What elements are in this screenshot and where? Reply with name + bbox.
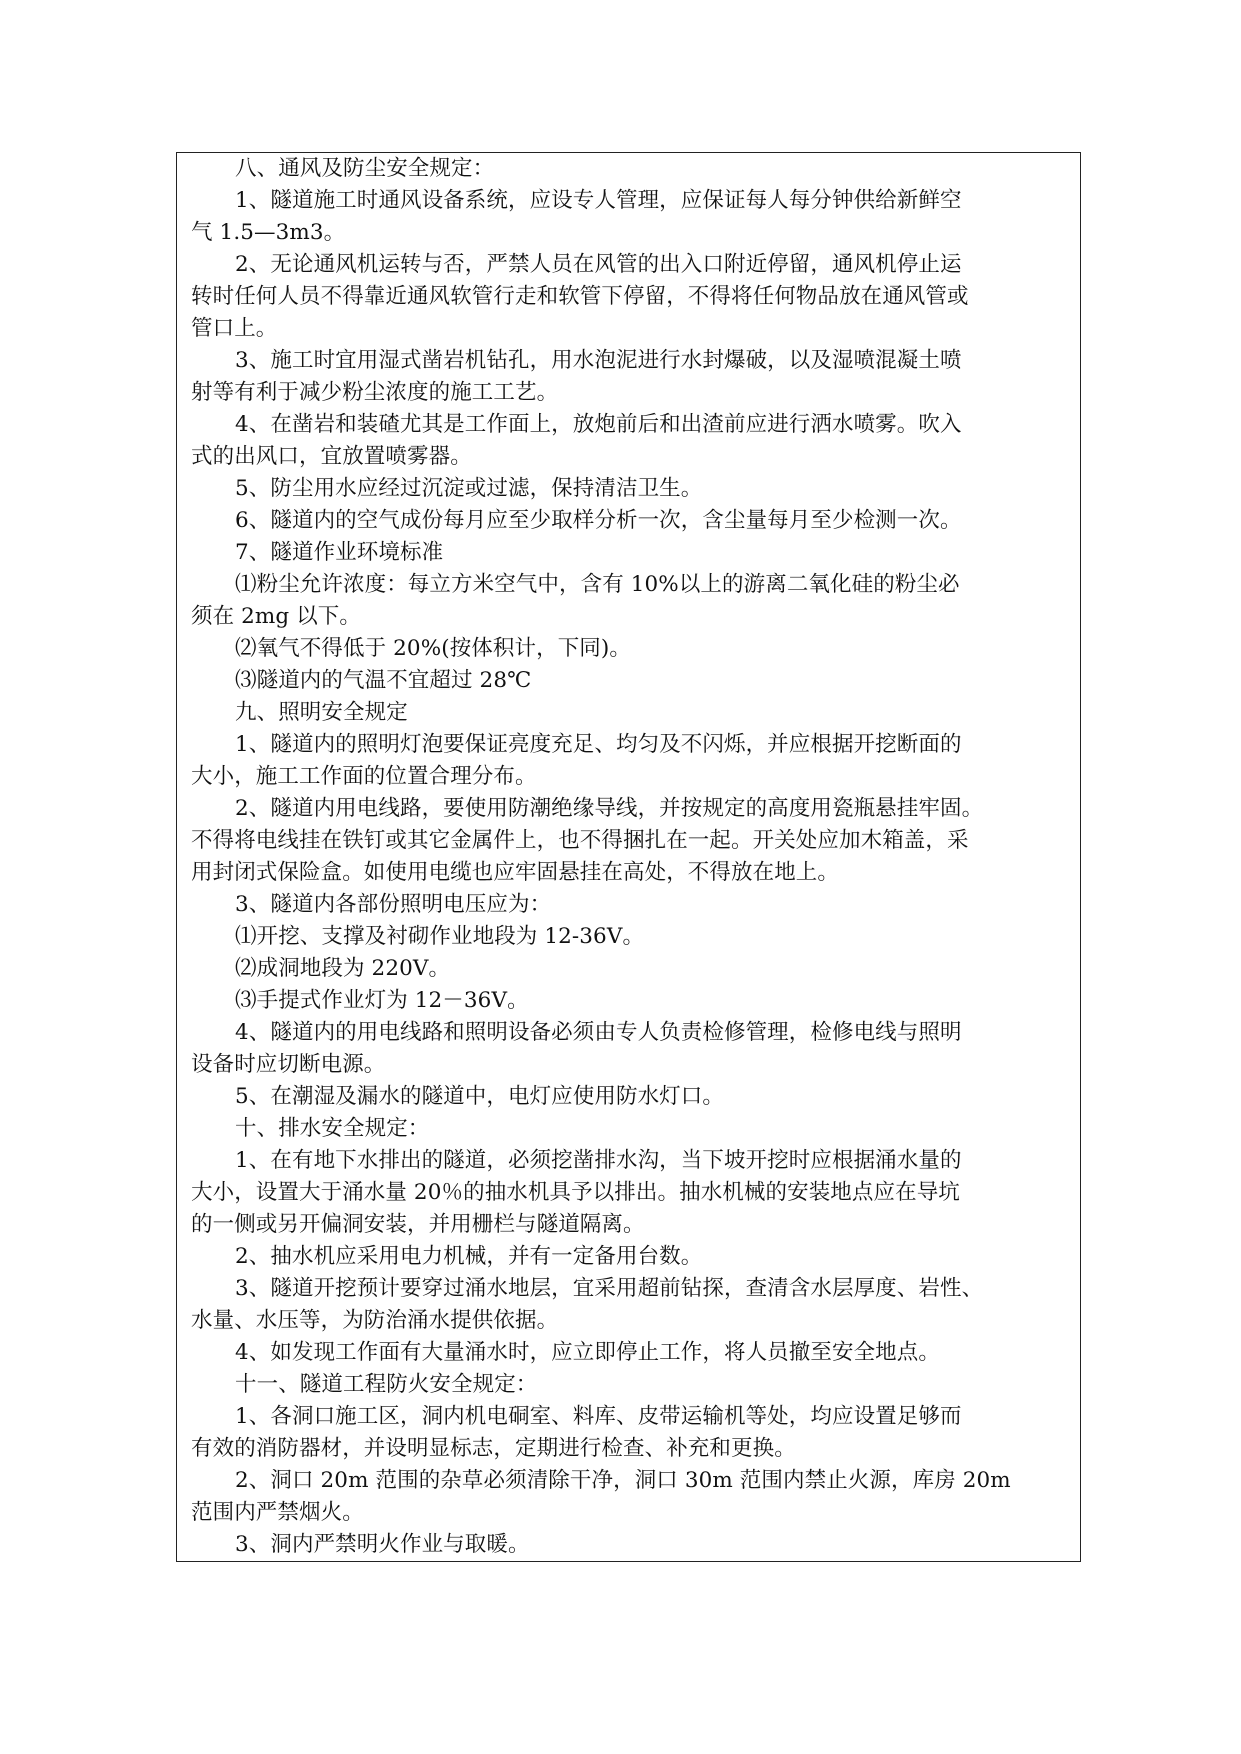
text-line: 5、在潮湿及漏水的隧道中，电灯应使用防水灯口。	[235, 1084, 724, 1109]
text-line: 3、隧道开挖预计要穿过涌水地层，宜采用超前钻探，查清含水层厚度、岩性、	[235, 1276, 984, 1301]
text-line: 3、洞内严禁明火作业与取暖。	[235, 1532, 530, 1557]
text-line: 2、无论通风机运转与否，严禁人员在风管的出入口附近停留，通风机停止运	[235, 252, 962, 277]
text-line: ⑵成洞地段为 220V。	[235, 956, 451, 981]
text-line: 4、如发现工作面有大量涌水时，应立即停止工作，将人员撤至安全地点。	[235, 1340, 940, 1365]
text-line: 气 1.5—3m3。	[191, 220, 346, 245]
text-line: 1、在有地下水排出的隧道，必须挖凿排水沟，当下坡开挖时应根据涌水量的	[235, 1148, 962, 1173]
text-line: 式的出风口，宜放置喷雾器。	[191, 444, 472, 469]
text-line: 2、隧道内用电线路，要使用防潮绝缘导线，并按规定的高度用瓷瓶悬挂牢固。	[235, 796, 984, 821]
text-line: 5、防尘用水应经过沉淀或过滤，保持清洁卫生。	[235, 476, 703, 501]
text-line: 管口上。	[191, 316, 278, 341]
document-frame	[176, 152, 1081, 1562]
text-line: ⑶隧道内的气温不宜超过 28℃	[235, 668, 532, 693]
text-line: 3、隧道内各部份照明电压应为：	[235, 892, 552, 917]
text-line: 4、隧道内的用电线路和照明设备必须由专人负责检修管理，检修电线与照明	[235, 1020, 962, 1045]
text-line: 6、隧道内的空气成份每月应至少取样分析一次，含尘量每月至少检测一次。	[235, 508, 962, 533]
text-line: 大小，设置大于涌水量 20％的抽水机具予以排出。抽水机械的安装地点应在导坑	[191, 1180, 960, 1205]
text-line: 范围内严禁烟火。	[191, 1500, 364, 1525]
text-line: 十一、隧道工程防火安全规定：	[235, 1372, 538, 1397]
text-line: 1、隧道施工时通风设备系统，应设专人管理，应保证每人每分钟供给新鲜空	[235, 188, 962, 213]
text-line: 2、抽水机应采用电力机械，并有一定备用台数。	[235, 1244, 703, 1269]
text-line: 用封闭式保险盒。如使用电缆也应牢固悬挂在高处，不得放在地上。	[191, 860, 840, 885]
text-line: 有效的消防器材，并设明显标志，定期进行检查、补充和更换。	[191, 1436, 796, 1461]
text-line: 4、在凿岩和装碴尤其是工作面上，放炮前后和出渣前应进行洒水喷雾。吹入	[235, 412, 962, 437]
text-line: 转时任何人员不得靠近通风软管行走和软管下停留，不得将任何物品放在通风管或	[191, 284, 969, 309]
text-line: 1、各洞口施工区，洞内机电硐室、料库、皮带运输机等处，均应设置足够而	[235, 1404, 962, 1429]
text-line: 3、施工时宜用湿式凿岩机钻孔，用水泡泥进行水封爆破，以及湿喷混凝土喷	[235, 348, 962, 373]
text-line: 7、隧道作业环境标准	[235, 540, 444, 565]
text-line: ⑴开挖、支撑及衬砌作业地段为 12-36V。	[235, 924, 645, 949]
text-line: 设备时应切断电源。	[191, 1052, 386, 1077]
text-line: ⑴粉尘允许浓度：每立方米空气中，含有 10%以上的游离二氧化硅的粉尘必	[235, 572, 960, 597]
text-line: ⑶手提式作业灯为 12－36V。	[235, 988, 529, 1013]
text-line: 水量、水压等，为防治涌水提供依据。	[191, 1308, 559, 1333]
text-line: 1、隧道内的照明灯泡要保证亮度充足、均匀及不闪烁，并应根据开挖断面的	[235, 732, 962, 757]
text-line: 大小，施工工作面的位置合理分布。	[191, 764, 537, 789]
text-line: 须在 2mg 以下。	[191, 604, 361, 629]
text-line: 八、通风及防尘安全规定：	[235, 156, 495, 181]
text-line: 的一侧或另开偏洞安装，并用栅栏与隧道隔离。	[191, 1212, 645, 1237]
text-line: ⑵氧气不得低于 20%(按体积计，下同)。	[235, 636, 631, 661]
text-line: 射等有利于减少粉尘浓度的施工工艺。	[191, 380, 559, 405]
text-line: 不得将电线挂在铁钉或其它金属件上，也不得捆扎在一起。开关处应加木箱盖，采	[191, 828, 969, 853]
text-line: 2、洞口 20m 范围的杂草必须清除干净，洞口 30m 范围内禁止火源，库房 20m	[235, 1468, 1011, 1493]
text-line: 十、排水安全规定：	[235, 1116, 430, 1141]
text-line: 九、照明安全规定	[235, 700, 408, 725]
